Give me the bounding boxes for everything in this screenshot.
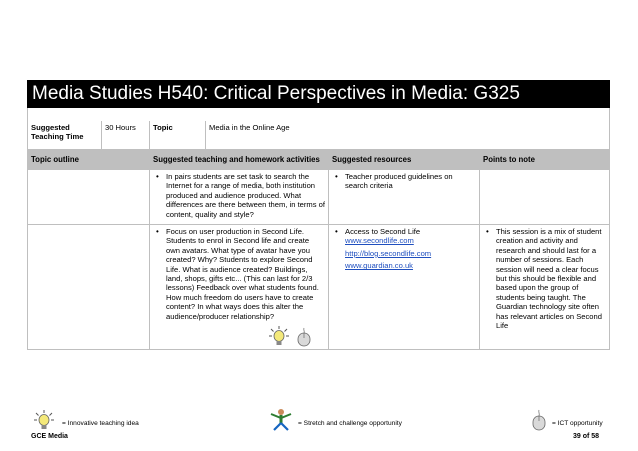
list-item: • Focus on user production in Second Life. Students to enrol in Second life and create own avatars. What type of avatar have you created? Why? Students to explore Second Life. What is audience created? Buildings, land, shops, gifts etc... (This can last for 2/3 lessons) Feedback over what students found. How much freedom do users have to create content? In what ways does this alter the audience/producer relationship? [153, 227, 325, 321]
page-title: Media Studies H540: Critical Perspectives in Media: G325 [27, 80, 610, 108]
lightbulb-icon [33, 409, 55, 431]
stretch-figure-icon [268, 408, 294, 432]
legend-innovative: = Innovative teaching idea [62, 420, 139, 427]
column-header-outline: Topic outline [27, 150, 150, 170]
mouse-icon [296, 327, 312, 347]
page-number: 39 of 58 [573, 433, 600, 440]
topic-outline-cell [27, 170, 150, 225]
list-item [332, 227, 476, 271]
lightbulb-icon [268, 325, 290, 347]
list-item: • Teacher produced guidelines on search criteria [332, 172, 476, 191]
legend-ict: = ICT opportunity [552, 420, 603, 427]
points-cell [480, 170, 610, 225]
topic-outline-cell [27, 225, 150, 350]
topic-value: Media in the Online Age [206, 121, 610, 150]
resources-cell [329, 170, 480, 225]
resource-link-blog[interactable]: http://blog.secondlife.com [345, 248, 432, 258]
activities-cell [150, 225, 329, 350]
resource-text: Access to Second Life [345, 227, 421, 236]
teaching-time-label: Suggested Teaching Time [27, 121, 102, 150]
resources-cell [329, 225, 480, 350]
points-cell [480, 225, 610, 350]
activities-cell [150, 170, 329, 225]
teaching-time-value: 30 Hours [102, 121, 150, 150]
column-header-resources: Suggested resources [329, 150, 480, 170]
footer-course: GCE Media [31, 433, 68, 440]
mouse-icon [531, 409, 547, 431]
legend-stretch: = Stretch and challenge opportunity [298, 420, 402, 427]
resource-link-secondlife[interactable]: www.secondlife.com [345, 236, 414, 246]
list-item: • This session is a mix of student creation and activity and research and should last for a number of sessions. Each session will need a clear focus but this should be flexible and based upon the group of students being taught. The Guardian technology site often has relevant articles on Second Life [483, 227, 606, 330]
resource-link-guardian[interactable]: www.guardian.co.uk [345, 261, 413, 271]
column-header-points: Points to note [480, 150, 610, 170]
list-item: • In pairs students are set task to search the Internet for a range of media, both institution produced and audience produced. What differences are there between them, in terms of content, quality and style? [153, 172, 325, 219]
column-header-activities: Suggested teaching and homework activities [150, 150, 329, 170]
topic-label: Topic [150, 121, 206, 150]
